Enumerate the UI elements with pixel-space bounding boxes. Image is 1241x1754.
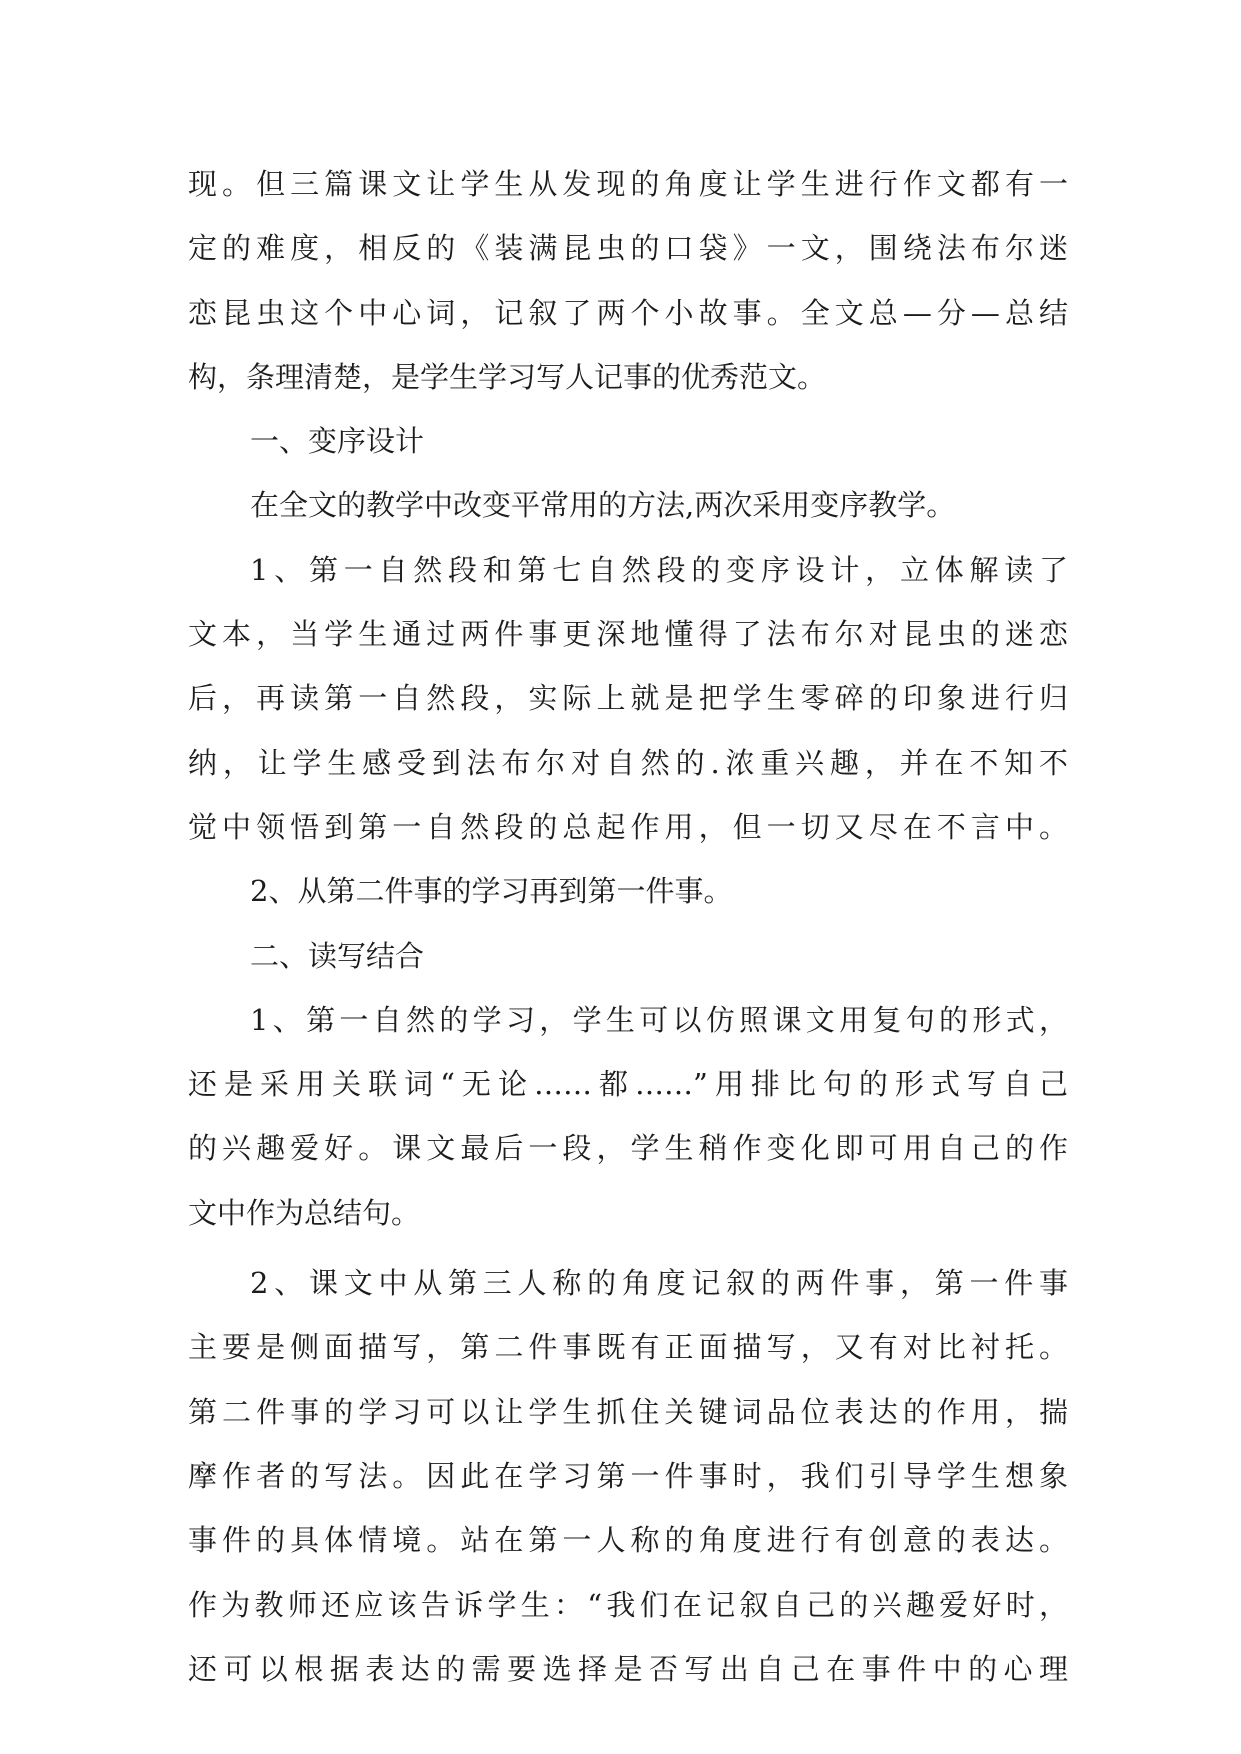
- text-line: 文本，当学生通过两件事更深地懂得了法布尔对昆虫的迷恋: [188, 617, 1068, 652]
- text-line: 纳，让学生感受到法布尔对自然的.浓重兴趣，并在不知不: [188, 745, 1068, 780]
- text-line: 1、第一自然段和第七自然段的变序设计，立体解读了: [250, 552, 1068, 587]
- text-line: 主要是侧面描写，第二件事既有正面描写，又有对比衬托。: [188, 1330, 1068, 1365]
- text-line: 构，条理清楚，是学生学习写人记事的优秀范文。: [188, 359, 827, 394]
- text-line: 2、从第二件事的学习再到第一件事。: [250, 874, 733, 909]
- text-line: 1、第一自然的学习，学生可以仿照课文用复句的形式，: [250, 1002, 1068, 1037]
- text-line: 后，再读第一自然段，实际上就是把学生零碎的印象进行归: [188, 681, 1068, 716]
- section-heading: 一、变序设计: [250, 424, 425, 459]
- document-body: [188, 152, 1068, 1701]
- text-line: 作为教师还应该告诉学生：“我们在记叙自己的兴趣爱好时，: [188, 1587, 1068, 1622]
- text-line: 还是采用关联词“无论……都……”用排比句的形式写自己: [188, 1067, 1068, 1102]
- text-line: 2、课文中从第三人称的角度记叙的两件事，第一件事: [250, 1266, 1068, 1301]
- text-line: 的兴趣爱好。课文最后一段，学生稍作变化即可用自己的作: [188, 1131, 1068, 1166]
- text-line: 文中作为总结句。: [188, 1195, 421, 1230]
- section-heading: 二、读写结合: [250, 938, 425, 973]
- text-line: 还可以根据表达的需要选择是否写出自己在事件中的心理: [188, 1651, 1068, 1686]
- text-line: 现。但三篇课文让学生从发现的角度让学生进行作文都有一: [188, 167, 1068, 201]
- text-line: 第二件事的学习可以让学生抓住关键词品位表达的作用，揣: [188, 1394, 1068, 1429]
- text-line: 在全文的教学中改变平常用的方法,两次采用变序教学。: [250, 488, 956, 523]
- text-line: 定的难度，相反的《装满昆虫的口袋》一文，围绕法布尔迷: [188, 231, 1068, 266]
- text-line: 摩作者的写法。因此在学习第一件事时，我们引导学生想象: [188, 1458, 1068, 1493]
- text-line: 觉中领悟到第一自然段的总起作用，但一切又尽在不言中。: [188, 809, 1068, 844]
- text-line: 事件的具体情境。站在第一人称的角度进行有创意的表达。: [188, 1523, 1068, 1558]
- text-line: 恋昆虫这个中心词，记叙了两个小故事。全文总—分—总结: [188, 295, 1068, 330]
